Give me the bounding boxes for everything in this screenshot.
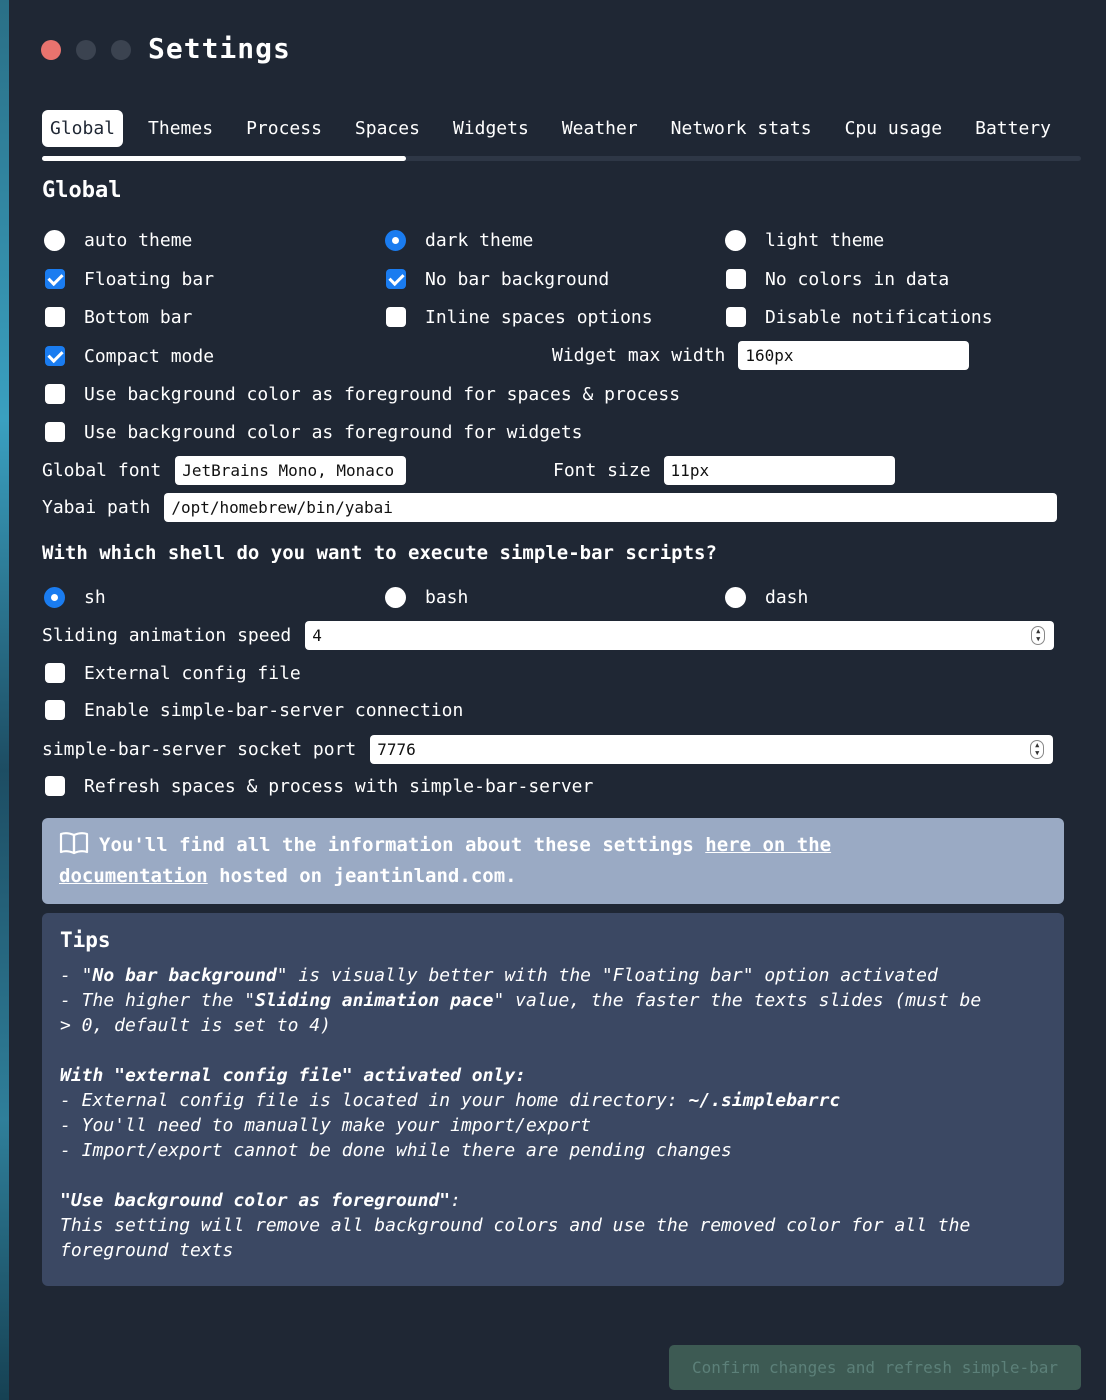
enable-server-checkbox[interactable] bbox=[45, 695, 463, 725]
dark-theme-radio[interactable] bbox=[385, 225, 533, 255]
tab-bar bbox=[42, 107, 1076, 149]
tab-battery[interactable]: Battery bbox=[975, 117, 1051, 139]
shell-sh-label: sh bbox=[84, 586, 106, 608]
tab-process[interactable]: Process bbox=[246, 117, 322, 139]
checkbox-icon[interactable] bbox=[45, 384, 65, 404]
confirm-button[interactable]: Confirm changes and refresh simple-bar bbox=[669, 1345, 1081, 1390]
auto-theme-radio[interactable] bbox=[44, 225, 192, 255]
bottom-bar-checkbox[interactable] bbox=[45, 302, 192, 332]
window-title: Settings bbox=[148, 32, 291, 65]
dark-theme-label: dark theme bbox=[425, 229, 534, 251]
global-font-row bbox=[42, 455, 406, 485]
maximize-button[interactable] bbox=[111, 40, 131, 60]
socket-port-label: simple-bar-server socket port bbox=[42, 738, 357, 760]
radio-selected-icon[interactable] bbox=[44, 587, 65, 608]
radio-icon[interactable] bbox=[385, 587, 406, 608]
yabai-path-row bbox=[42, 492, 1057, 522]
shell-bash-label: bash bbox=[425, 586, 469, 608]
checkbox-icon[interactable] bbox=[726, 307, 746, 327]
bottom-bar-label: Bottom bar bbox=[84, 306, 193, 328]
no-bar-background-checkbox[interactable] bbox=[386, 264, 609, 294]
light-theme-label: light theme bbox=[765, 229, 885, 251]
font-size-row bbox=[553, 455, 895, 485]
tip-line: - Import/export cannot be done while there are pending changes bbox=[60, 1140, 732, 1161]
external-config-label: External config file bbox=[84, 662, 301, 684]
floating-bar-label: Floating bar bbox=[84, 268, 215, 290]
checkbox-icon[interactable] bbox=[726, 269, 746, 289]
auto-theme-label: auto theme bbox=[84, 229, 193, 251]
book-icon bbox=[59, 831, 89, 863]
global-font-label: Global font bbox=[42, 459, 162, 481]
refresh-with-server-label: Refresh spaces & process with simple-bar-server bbox=[84, 775, 594, 797]
radio-icon[interactable] bbox=[725, 230, 746, 251]
checkbox-icon[interactable] bbox=[386, 307, 406, 327]
info-prefix: You'll find all the information about these settings bbox=[99, 834, 706, 856]
info-suffix: hosted on jeantinland.com. bbox=[207, 865, 517, 887]
sliding-speed-label: Sliding animation speed bbox=[42, 624, 292, 646]
yabai-path-input[interactable]: /opt/homebrew/bin/yabai bbox=[164, 493, 1057, 522]
checkbox-icon[interactable] bbox=[45, 663, 65, 683]
radio-icon[interactable] bbox=[44, 230, 65, 251]
global-font-input[interactable]: JetBrains Mono, Monaco bbox=[175, 456, 406, 485]
no-colors-in-data-label: No colors in data bbox=[765, 268, 950, 290]
no-colors-in-data-checkbox[interactable] bbox=[726, 264, 949, 294]
inline-spaces-options-checkbox[interactable] bbox=[386, 302, 653, 332]
floating-bar-checkbox[interactable] bbox=[45, 264, 214, 294]
documentation-link[interactable]: here on the bbox=[705, 834, 832, 856]
tip-heading: "Use background color as foreground": bbox=[60, 1190, 461, 1211]
section-title: Global bbox=[42, 178, 122, 203]
yabai-path-label: Yabai path bbox=[42, 496, 151, 518]
tab-network-stats[interactable]: Network stats bbox=[670, 117, 812, 139]
font-size-input[interactable]: 11px bbox=[664, 456, 895, 485]
widget-max-width-label: Widget max width bbox=[552, 344, 726, 366]
tab-spaces[interactable]: Spaces bbox=[354, 117, 420, 139]
minimize-button[interactable] bbox=[76, 40, 96, 60]
tab-weather[interactable]: Weather bbox=[561, 117, 638, 139]
radio-icon[interactable] bbox=[725, 587, 746, 608]
font-size-label: Font size bbox=[553, 459, 651, 481]
tip-line: > 0, default is set to 4) bbox=[60, 1015, 331, 1036]
checkbox-icon[interactable] bbox=[45, 700, 65, 720]
bg-as-fg-widgets-checkbox[interactable] bbox=[45, 417, 583, 447]
no-bar-background-label: No bar background bbox=[425, 268, 610, 290]
sliding-speed-input[interactable]: 4 bbox=[305, 621, 1054, 650]
socket-port-field bbox=[370, 735, 1053, 764]
tip-line: - "No bar background" is visually better with the "Floating bar" option activated bbox=[60, 965, 938, 986]
widget-max-width-row bbox=[552, 340, 969, 370]
titlebar bbox=[9, 0, 1106, 100]
inline-spaces-options-label: Inline spaces options bbox=[425, 306, 653, 328]
refresh-with-server-checkbox[interactable] bbox=[45, 771, 593, 801]
light-theme-radio[interactable] bbox=[725, 225, 884, 255]
tip-line: - The higher the "Sliding animation pace" value, the faster the texts slides (must be bbox=[60, 990, 982, 1011]
settings-window bbox=[9, 0, 1106, 1400]
tab-cpu-usage[interactable]: Cpu usage bbox=[844, 117, 943, 139]
external-config-checkbox[interactable] bbox=[45, 658, 301, 688]
tab-scrollbar[interactable] bbox=[42, 156, 1081, 161]
disable-notifications-checkbox[interactable] bbox=[726, 302, 993, 332]
checkbox-checked-icon[interactable] bbox=[386, 269, 406, 289]
tips-panel bbox=[42, 913, 1064, 1286]
widget-max-width-input[interactable]: 160px bbox=[738, 341, 969, 370]
checkbox-checked-icon[interactable] bbox=[45, 269, 65, 289]
checkbox-icon[interactable] bbox=[45, 422, 65, 442]
shell-dash-label: dash bbox=[765, 586, 809, 608]
shell-bash-radio[interactable] bbox=[385, 582, 468, 612]
documentation-info-box bbox=[42, 818, 1064, 904]
bg-as-fg-widgets-label: Use background color as foreground for widgets bbox=[84, 421, 583, 443]
tip-line: foreground texts bbox=[60, 1240, 234, 1261]
tip-line: - You'll need to manually make your import/export bbox=[60, 1115, 592, 1136]
tip-heading: With "external config file" activated only: bbox=[60, 1065, 526, 1086]
radio-selected-icon[interactable] bbox=[385, 230, 406, 251]
tips-title: Tips bbox=[60, 928, 111, 952]
documentation-link[interactable]: documentation bbox=[59, 865, 208, 887]
checkbox-icon[interactable] bbox=[45, 776, 65, 796]
shell-sh-radio[interactable] bbox=[44, 582, 106, 612]
close-button[interactable] bbox=[41, 40, 61, 60]
desktop-edge bbox=[0, 0, 9, 1400]
tab-scrollbar-thumb[interactable] bbox=[42, 156, 406, 161]
sliding-speed-field bbox=[305, 621, 1054, 650]
shell-dash-radio[interactable] bbox=[725, 582, 808, 612]
tab-themes[interactable]: Themes bbox=[148, 117, 214, 139]
bg-as-fg-spaces-checkbox[interactable] bbox=[45, 379, 680, 409]
disable-notifications-label: Disable notifications bbox=[765, 306, 993, 328]
socket-port-row bbox=[42, 734, 1053, 764]
tab-widgets[interactable]: Widgets bbox=[452, 117, 529, 139]
socket-port-input[interactable]: 7776 bbox=[370, 735, 1053, 764]
tip-line: This setting will remove all background colors and use the removed color for all the bbox=[60, 1215, 971, 1236]
compact-mode-label: Compact mode bbox=[84, 345, 215, 367]
bg-as-fg-spaces-label: Use background color as foreground for spaces & process bbox=[84, 383, 681, 405]
tab-global[interactable]: Global bbox=[42, 110, 123, 147]
compact-mode-checkbox[interactable] bbox=[45, 341, 214, 371]
checkbox-checked-icon[interactable] bbox=[45, 346, 65, 366]
shell-question: With which shell do you want to execute simple-bar scripts? bbox=[42, 542, 717, 564]
stepper-icon[interactable]: ▲ ▼ bbox=[1031, 626, 1045, 645]
tip-line: - External config file is located in your home directory: ~/.simplebarrc bbox=[60, 1090, 841, 1111]
checkbox-icon[interactable] bbox=[45, 307, 65, 327]
stepper-icon[interactable]: ▲ ▼ bbox=[1030, 740, 1044, 759]
sliding-speed-row bbox=[42, 620, 1054, 650]
enable-server-label: Enable simple-bar-server connection bbox=[84, 699, 464, 721]
